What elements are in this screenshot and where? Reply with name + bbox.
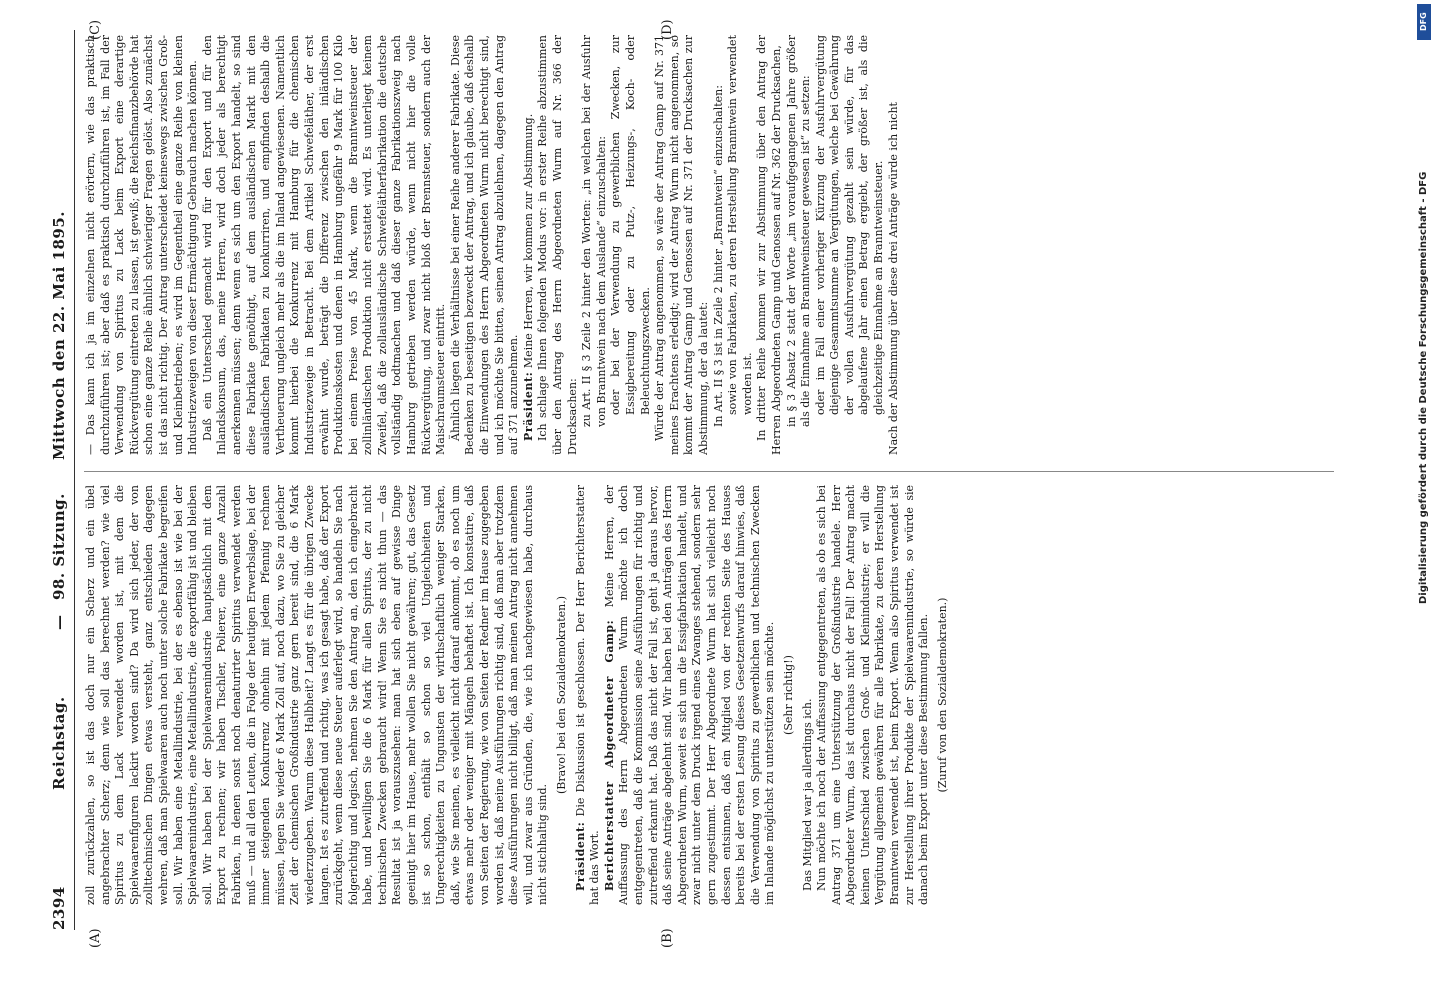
margin-marker-d: (D) [660,19,675,40]
margin-marker-c: (C) [88,19,103,40]
session-date: Mittwoch den 22. Mai 1895. [50,210,68,460]
interjection: (Zuruf von den Sozialdemokraten.) [935,597,949,793]
column-divider [84,471,1334,472]
motion-text: oder im Fall einer vorheriger Kürzung der Ausfuhrvergütung diejenige Gesammtsumme an Vergütungen, welche bei Gewährung der vollen Ausfuhrvergütung gezahlt sein würde, für das abgelaufene Jahr einen Betrag ergiebt, der größer ist, als die gleichzeitige Einnahme an Branntweinsteuer. [813,35,886,415]
paragraph: — Das kann ich ja im einzelnen nicht erörtern, wie das praktisch durchzuführen ist; aber daß es praktisch durchzuführen ist, im Fall der Verwendung von Spiritus zu Lack beim Export eine derartige Rückvergütung eintreten zu lassen, ist gewiß; die Reichsfinanzbehörde hat schon eine ganze Reihe ähnlich schwieriger Fragen gelöst. Also zunächst ist das nicht richtig. Der Antrag unterscheidet keineswegs zwischen Groß- und Kleinbetrieben; es wird im Gegentheil eine ganze Reihe von kleinen Industriezweigen von dieser Ermächtigung Gebrauch machen können. [84,35,200,455]
digitization-credit: Digitalisierung gefördert durch die Deutsche Forschungsgemeinschaft - DFG [1418,171,1429,604]
header-rule [74,30,75,930]
motion-text: oder bei der Verwendung zu gewerblichen Zwecken, zur Essigbereitung oder zu Putz-, Heizungs-, Koch- oder Beleuchtungszwecken. [609,35,652,415]
right-column [84,35,1334,455]
paragraph: Würde der Antrag angenommen, so wäre der Antrag Gamp auf Nr. 371 meines Erachtens erledigt; wird der Antrag Wurm nicht angenommen, so kommt der Antrag Gamp und Genossen auf Nr. 371 der Drucksachen zur Abstimmung, der da lautet: [653,35,710,455]
session-label: 98. Sitzung. [50,493,68,600]
running-title: Reichstag. [50,696,68,790]
speech-text: Meine Herren, wir kommen zur Abstimmung. [521,113,535,372]
dfg-logo: DFG [1417,4,1431,40]
motion-text: In Art. II § 3 ist in Zeile 2 hinter „Branntwein“ einzuschalten: [711,85,725,427]
paragraph: zoll zurückzahlen, so ist das doch nur ein Scherz und ein übel angebrachter Scherz; denn wie soll das berechnet werden? wie viel Spiritus zu dem Lack verwendet worden ist, mit dem die Spielwaarenfiguren lackirt worden sind? Da wird sich jeder, der von zollttechnischen Dingen etwas versteht, ganz entschieden dagegen wehren, daß man Spielwaaren auch noch unter solche Fabrikate begreifen soll. Wir haben eine Metallindustrie, bei der es ebenso ist wie bei der Spielwaarenindustrie, eine Metallindustrie, die exportfähig ist und bleiben soll. Wir haben bei der Spielwaarenindustrie hauptsächlich mit dem Export zu rechnen; wir haben Tischler, Polierer, eine ganze Anzahl Fabriken, in denen sonst noch denaturirter Spiritus verwendet werden muß — und all den Leuten, die in Folge der heutigen Erwerbslage, bei der immer steigenden Konkurrenz ohnehin mit jedem Pfennig rechnen müssen, legen Sie wieder 6 Mark Zoll auf, noch dazu, wo Sie zu gleicher Zeit der chemischen Großindustrie ganz gern bereit sind, die 6 Mark wiederzugeben. Warum diese Halbheit? Langt es für die übrigen Zwecke langen. Ist es zutreffend und richtig, was ich gesagt habe, daß der Export zurückgeht, wenn diese neue Steuer auferlegt wird, so handeln Sie nach folgerichtig und logisch, nehmen Sie den Antrag an, den ich eingebracht habe, und bewilligen Sie die 6 Mark für allen Spiritus, der zu nicht technischen Zwecken gebraucht wird! Wenn Sie es nicht thun — das Resultat ist ja vorauszusehen: man hat sich eben auf gewisse Dinge geeinigt hier im Hause, mehr wollen Sie nicht gewähren; gut, das Gesetz ist so schon, enthält so schon so viel Ungleichheiten und Ungerechtigkeiten zu Ungunsten der wirthschaftlich weniger Starken, daß, wie Sie meinen, es vielleicht nicht darauf ankommt, ob es noch um etwas mehr oder weniger mit Mängeln behaftet ist. Ich konstatire, daß von Seiten der Regierung, wie von Seiten der Redner im Hause zugegeben worden ist, daß meine Ausführungen richtig sind, daß man aber trotzdem diese Ausführungen nicht billigt, daß man meinen Antrag nicht annehmen will, und zwar aus Gründen, die, wie ich nachgewiesen habe, durchaus nicht stichhaltig sind. [84,485,550,905]
paragraph [522,35,537,455]
motion-text: zu Art. II § 3 Zeile 2 hinter den Worten: „in welchen bei der Ausfuhr von Branntwein nach dem Auslande“ einzuschalten: [580,35,608,427]
paragraph [574,485,603,905]
paragraph: Ähnlich liegen die Verhältnisse bei einer Reihe anderer Fabrikate. Diese Bedenken zu beseitigen bezweckt der Antrag, und ich glaube, daß deshalb die Einwendungen des Herrn Abgeordneten Wurm nicht berechtigt sind, und ich möchte Sie bitten, seinen Antrag abzulehnen, dagegen den Antrag auf 371 anzunehmen. [448,35,521,455]
digitization-sidebar [1416,0,1432,1000]
margin-marker-a: (A) [88,928,103,948]
motion-text: sowie von Fabrikaten, zu deren Herstellung Branntwein verwendet worden ist. [726,35,754,415]
header-separator: — [50,614,68,630]
margin-marker-b: (B) [660,928,675,948]
page-number: 2394 [50,886,68,930]
speaker-name: Präsident: [521,371,535,441]
paragraph: Daß ein Unterschied gemacht wird für den Export und für den Inlandskonsum, das, meine Herren, wird doch jeder als berechtigt anerkennen müssen; denn wenn es sich um den Export handelt, so sind diese Fabrikate genöthigt, auf dem ausländischen Markt mit den ausländischen Fabrikaten zu konkurriren, und empfinden deshalb die Vertheuerung ungleich mehr als die im Inland angewiesenen. Namentlich kommt hierbei die Konkurrenz mit Hamburg für die chemischen Industriezweige in Betracht. Bei dem Artikel Schwefeläther, der erst erwähnt wurde, beträgt die Differenz zwischen den inländischen Produktionskosten und denen in Hamburg ungefähr 9 Mark für 100 Kilo bei einem Preise von 45 Mark, wenn die Branntweinsteuer der zollinländischen Produktion nicht erstattet wird. Es unterliegt keinem Zweifel, daß die zollausländische Schwefelätherfabrikation die deutsche vollständig todtmachen und daß dieser ganze Fabrikationszweig nach Hamburg getrieben werden würde, wenn nicht hier die volle Rückvergütung, und zwar nicht bloß der Brennsteuer, sondern auch der Maischraumsteuer eintritt. [200,35,448,455]
speaker-name: Präsident: [573,821,587,891]
paragraph [603,485,778,905]
left-column [84,485,1334,905]
speech-text: Meine Herren, der Auffassung des Herrn Abgeordneten Wurm möchte ich doch entgegentreten, daß die Kommission seine Ausführungen für richtig und zutreffend erkannt hat. Daß das nicht der Fall ist, geht ja daraus hervor, daß seine Anträge abgelehnt sind. Wir haben bei den Anträgen des Herrn Abgeordneten Wurm, soweit es sich um die Essigfabrikation handelt, und zwar nicht unter dem Druck irgend eines Zwanges stehend, sondern sehr gern zugestimmt. Der Herr Abgeordnete Wurm hat sich vielleicht noch dessen entsinnen, daß ein Mitglied von der rechten Seite des Hauses bereits bei der ersten Lesung dieses Gesetzentwurfs darauf hinwies, daß die Verwendung von Spiritus zu gewerblichen und technischen Zwecken im Inlande möglichst zu unterstützen sein möchte. [602,485,777,905]
interjection: (Bravo! bei den Sozialdemokraten.) [555,595,568,795]
page-header [50,30,74,930]
paragraph: Nach der Abstimmung über diese drei Anträge würde ich nicht [886,102,900,455]
paragraph: Ich schlage Ihnen folgenden Modus vor: in erster Reihe abzustimmen über den Antrag des Herrn Abgeordneten Wurm auf Nr. 366 der Drucksachen: [536,35,579,455]
interjection: (Sehr richtig!) [781,655,795,735]
speaker-name: Berichterstatter Abgeordneter Gamp: [602,619,616,891]
paragraph: Nun möchte ich noch der Auffassung entgegentreten, als ob es sich bei Antrag 371 um eine Unterstützung der Großindustrie handele. Herr Abgeordneter Wurm, das ist durchaus nicht der Fall! Der Antrag macht keinen Unterschied zwischen Groß- und Kleinindustrie; er will die Vergütung allgemein gewähren für alle Fabrikate, zu deren Herstellung Branntwein verwendet ist, beim Export. Wenn also Spiritus verwendet ist zur Herstellung ihrer Produkte der Spielwaarenindustrie, so würde sie danach beim Export unter diese Bestimmung fallen. [815,485,931,905]
speech-text: Die Diskussion ist geschlossen. Der Herr Berichterstatter hat das Wort. [573,485,602,905]
paragraph: In dritter Reihe kommen wir zur Abstimmung über den Antrag der Herren Abgeordneten Gamp und Genossen auf Nr. 362 der Drucksachen, [755,35,783,455]
paragraph: Das Mitglied war ja allerdings ich. [800,698,814,891]
motion-text: in § 3 Absatz 2 statt der Worte „im voraufgegangenen Jahre größer als die Einnahme an Branntweinsteuer gewesen ist“ zu setzen: [784,35,813,427]
